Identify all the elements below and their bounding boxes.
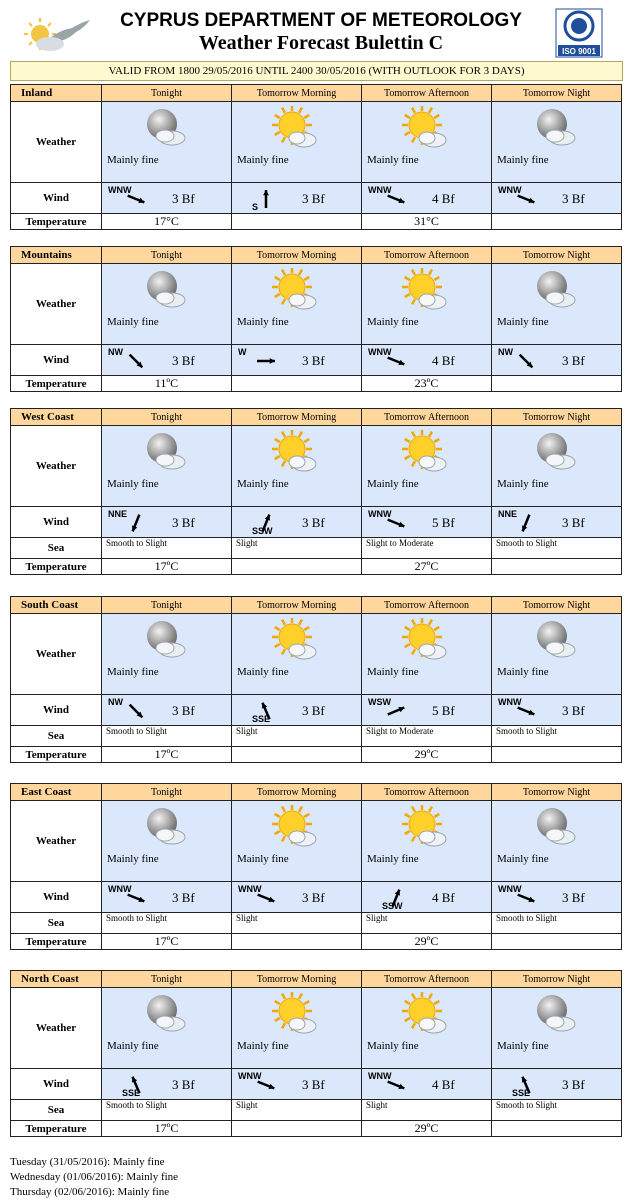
weather-cell <box>492 614 622 695</box>
temp-empty <box>492 1121 622 1137</box>
sea-state: Smooth to Slight <box>102 913 232 934</box>
wind-force: 3 Bf <box>302 353 325 368</box>
temp-empty <box>232 934 362 950</box>
temp-night: 17ºC <box>102 559 232 575</box>
wind-cell <box>492 183 622 214</box>
wind-direction: WNW <box>368 509 392 519</box>
wind-cell <box>492 1069 622 1100</box>
wind-direction: SSW <box>252 526 273 536</box>
period-header: Tomorrow Night <box>492 784 622 801</box>
wind-force: 3 Bf <box>172 515 195 530</box>
weather-text: Mainly fine <box>367 154 419 166</box>
temp-day: 23ºC <box>362 376 492 392</box>
temp-empty <box>232 214 362 230</box>
wind-direction: WSW <box>368 697 391 707</box>
iso-label: ISO 9001 <box>562 47 596 56</box>
wind-label: Wind <box>11 345 102 376</box>
period-header: Tonight <box>102 784 232 801</box>
region-name: North Coast <box>11 971 102 988</box>
sea-state: Smooth to Slight <box>492 538 622 559</box>
wind-force: 3 Bf <box>172 890 195 905</box>
region-name: West Coast <box>11 409 102 426</box>
temp-day: 29ºC <box>362 934 492 950</box>
bulletin-title: Weather Forecast Bulettin C <box>198 32 444 54</box>
weather-label: Weather <box>11 264 102 345</box>
wind-cell <box>102 695 232 726</box>
validity-banner: VALID FROM 1800 29/05/2016 UNTIL 2400 30/05/2016 (WITH OUTLOOK FOR 3 DAYS) <box>10 61 623 81</box>
wind-direction: W <box>238 347 247 357</box>
sea-state: Slight <box>232 538 362 559</box>
wind-label: Wind <box>11 1069 102 1100</box>
region-table <box>10 246 622 392</box>
wind-label: Wind <box>11 695 102 726</box>
wind-direction: SSE <box>512 1088 531 1098</box>
region-name: Inland <box>11 85 102 102</box>
temp-night: 17ºC <box>102 1121 232 1137</box>
period-header: Tomorrow Morning <box>232 85 362 102</box>
sea-state: Slight <box>362 913 492 934</box>
wind-direction: WNW <box>108 185 132 195</box>
weather-text: Mainly fine <box>107 154 159 166</box>
weather-cell <box>362 614 492 695</box>
temp-empty <box>232 747 362 763</box>
period-header: Tomorrow Night <box>492 409 622 426</box>
wind-direction: WNW <box>498 697 522 707</box>
wind-force: 3 Bf <box>562 703 585 718</box>
period-header: Tomorrow Afternoon <box>362 409 492 426</box>
weather-text: Mainly fine <box>497 1040 549 1052</box>
sea-state: Smooth to Slight <box>102 538 232 559</box>
weather-text: Mainly fine <box>107 1040 159 1052</box>
period-header: Tomorrow Morning <box>232 784 362 801</box>
wind-cell <box>362 695 492 726</box>
page-header <box>0 0 632 60</box>
weather-cell <box>492 102 622 183</box>
weather-cell <box>362 264 492 345</box>
period-header: Tomorrow Night <box>492 971 622 988</box>
cyprus-map-sun-logo-icon <box>20 8 92 56</box>
wind-direction: NW <box>108 347 123 357</box>
sea-label: Sea <box>11 1100 102 1121</box>
weather-text: Mainly fine <box>237 154 289 166</box>
wind-force: 3 Bf <box>562 1077 585 1092</box>
wind-direction: S <box>252 202 259 212</box>
wind-force: 3 Bf <box>172 353 195 368</box>
weather-text: Mainly fine <box>367 1040 419 1052</box>
temperature-label: Temperature <box>11 376 102 392</box>
wind-force: 3 Bf <box>172 1077 195 1092</box>
temperature-label: Temperature <box>11 747 102 763</box>
temp-empty <box>492 559 622 575</box>
sea-label: Sea <box>11 913 102 934</box>
temperature-label: Temperature <box>11 214 102 230</box>
wind-direction: WNW <box>498 884 522 894</box>
region-table <box>10 596 622 763</box>
wind-direction: SSW <box>382 901 403 911</box>
temp-empty <box>492 376 622 392</box>
temp-day: 29ºC <box>362 747 492 763</box>
wind-force: 3 Bf <box>562 191 585 206</box>
wind-cell <box>362 882 492 913</box>
weather-cell <box>232 801 362 882</box>
weather-text: Mainly fine <box>237 666 289 678</box>
period-header: Tonight <box>102 971 232 988</box>
wind-force: 5 Bf <box>432 515 455 530</box>
wind-cell <box>362 1069 492 1100</box>
weather-text: Mainly fine <box>367 478 419 490</box>
sea-state: Slight <box>232 913 362 934</box>
wind-cell <box>102 183 232 214</box>
wind-force: 3 Bf <box>302 1077 325 1092</box>
wind-cell <box>232 345 362 376</box>
period-header: Tomorrow Morning <box>232 247 362 264</box>
sea-state: Smooth to Slight <box>102 726 232 747</box>
weather-label: Weather <box>11 988 102 1069</box>
wind-direction: NW <box>108 697 123 707</box>
wind-cell <box>362 507 492 538</box>
wind-cell <box>492 695 622 726</box>
weather-text: Mainly fine <box>107 316 159 328</box>
wind-cell <box>232 695 362 726</box>
weather-label: Weather <box>11 801 102 882</box>
wind-direction: NNE <box>498 509 518 519</box>
weather-label: Weather <box>11 614 102 695</box>
wind-force: 3 Bf <box>562 353 585 368</box>
wind-force: 5 Bf <box>432 703 455 718</box>
wind-cell <box>102 1069 232 1100</box>
region-table <box>10 970 622 1137</box>
wind-force: 3 Bf <box>172 191 195 206</box>
weather-cell <box>492 426 622 507</box>
period-header: Tomorrow Afternoon <box>362 784 492 801</box>
weather-cell <box>102 801 232 882</box>
outlook-line: Tuesday (31/05/2016): Mainly fine <box>10 1156 165 1168</box>
weather-cell <box>492 264 622 345</box>
region-name: Mountains <box>11 247 102 264</box>
temp-night: 17ºC <box>102 747 232 763</box>
wind-cell <box>232 507 362 538</box>
weather-text: Mainly fine <box>367 666 419 678</box>
weather-cell <box>102 264 232 345</box>
wind-force: 4 Bf <box>432 353 455 368</box>
wind-cell <box>362 183 492 214</box>
weather-label: Weather <box>11 426 102 507</box>
region-table <box>10 783 622 950</box>
wind-direction: WNW <box>368 1071 392 1081</box>
wind-direction: WNW <box>368 347 392 357</box>
weather-cell <box>362 102 492 183</box>
period-header: Tomorrow Afternoon <box>362 597 492 614</box>
temperature-label: Temperature <box>11 934 102 950</box>
wind-direction: WNW <box>238 884 262 894</box>
sea-state: Slight to Moderate <box>362 538 492 559</box>
wind-direction: SSE <box>252 714 271 724</box>
wind-force: 3 Bf <box>562 890 585 905</box>
weather-cell <box>232 426 362 507</box>
region-table <box>10 84 622 230</box>
sea-state: Slight <box>362 1100 492 1121</box>
weather-text: Mainly fine <box>107 666 159 678</box>
weather-cell <box>492 988 622 1069</box>
weather-text: Mainly fine <box>237 853 289 865</box>
temp-day: 31°C <box>362 214 492 230</box>
temp-empty <box>232 559 362 575</box>
weather-text: Mainly fine <box>497 478 549 490</box>
weather-cell <box>102 614 232 695</box>
weather-cell <box>232 102 362 183</box>
weather-text: Mainly fine <box>367 316 419 328</box>
wind-direction: WNW <box>108 884 132 894</box>
region-table <box>10 408 622 575</box>
wind-direction: WNW <box>368 185 392 195</box>
wind-cell <box>102 345 232 376</box>
wind-cell <box>102 507 232 538</box>
outlook-line: Wednesday (01/06/2016): Mainly fine <box>10 1171 179 1183</box>
temp-empty <box>232 376 362 392</box>
weather-text: Mainly fine <box>497 853 549 865</box>
weather-text: Mainly fine <box>237 1040 289 1052</box>
period-header: Tonight <box>102 597 232 614</box>
sea-state: Slight to Moderate <box>362 726 492 747</box>
temp-empty <box>492 934 622 950</box>
weather-cell <box>232 264 362 345</box>
sea-state: Smooth to Slight <box>492 913 622 934</box>
temp-day: 27ºC <box>362 559 492 575</box>
wind-direction: WNW <box>238 1071 262 1081</box>
wind-cell <box>492 345 622 376</box>
period-header: Tomorrow Night <box>492 597 622 614</box>
wind-direction: NNE <box>108 509 128 519</box>
wind-force: 4 Bf <box>432 1077 455 1092</box>
period-header: Tomorrow Afternoon <box>362 85 492 102</box>
period-header: Tomorrow Night <box>492 85 622 102</box>
iso-9001-logo-icon <box>554 7 604 59</box>
weather-cell <box>362 988 492 1069</box>
temp-night: 11ºC <box>102 376 232 392</box>
sea-state: Smooth to Slight <box>492 726 622 747</box>
wind-cell <box>232 183 362 214</box>
period-header: Tomorrow Morning <box>232 971 362 988</box>
weather-cell <box>102 102 232 183</box>
weather-cell <box>362 426 492 507</box>
temperature-label: Temperature <box>11 559 102 575</box>
wind-label: Wind <box>11 183 102 214</box>
temp-night: 17°C <box>102 214 232 230</box>
weather-text: Mainly fine <box>497 666 549 678</box>
wind-cell <box>232 1069 362 1100</box>
wind-label: Wind <box>11 507 102 538</box>
wind-force: 4 Bf <box>432 890 455 905</box>
weather-cell <box>102 988 232 1069</box>
sea-state: Smooth to Slight <box>102 1100 232 1121</box>
period-header: Tomorrow Night <box>492 247 622 264</box>
temp-empty <box>492 747 622 763</box>
wind-cell <box>232 882 362 913</box>
outlook-line: Thursday (02/06/2016): Mainly fine <box>10 1186 170 1198</box>
temp-empty <box>492 214 622 230</box>
wind-cell <box>362 345 492 376</box>
weather-cell <box>492 801 622 882</box>
period-header: Tomorrow Afternoon <box>362 971 492 988</box>
period-header: Tonight <box>102 409 232 426</box>
period-header: Tonight <box>102 85 232 102</box>
sea-label: Sea <box>11 538 102 559</box>
sea-state: Slight <box>232 1100 362 1121</box>
weather-cell <box>102 426 232 507</box>
weather-text: Mainly fine <box>237 316 289 328</box>
weather-text: Mainly fine <box>107 853 159 865</box>
weather-text: Mainly fine <box>367 853 419 865</box>
period-header: Tomorrow Afternoon <box>362 247 492 264</box>
temp-day: 29ºC <box>362 1121 492 1137</box>
wind-force: 3 Bf <box>302 191 325 206</box>
temp-empty <box>232 1121 362 1137</box>
wind-force: 3 Bf <box>172 703 195 718</box>
wind-cell <box>492 507 622 538</box>
weather-cell <box>362 801 492 882</box>
weather-cell <box>232 988 362 1069</box>
weather-label: Weather <box>11 102 102 183</box>
temperature-label: Temperature <box>11 1121 102 1137</box>
weather-text: Mainly fine <box>497 316 549 328</box>
wind-force: 3 Bf <box>562 515 585 530</box>
region-name: East Coast <box>11 784 102 801</box>
wind-cell <box>102 882 232 913</box>
wind-force: 4 Bf <box>432 191 455 206</box>
wind-label: Wind <box>11 882 102 913</box>
weather-text: Mainly fine <box>237 478 289 490</box>
weather-text: Mainly fine <box>497 154 549 166</box>
wind-direction: WNW <box>498 185 522 195</box>
weather-cell <box>232 614 362 695</box>
period-header: Tomorrow Morning <box>232 597 362 614</box>
sea-label: Sea <box>11 726 102 747</box>
wind-force: 3 Bf <box>302 890 325 905</box>
sea-state: Slight <box>232 726 362 747</box>
temp-night: 17ºC <box>102 934 232 950</box>
sea-state: Smooth to Slight <box>492 1100 622 1121</box>
wind-direction: NW <box>498 347 513 357</box>
department-title: CYPRUS DEPARTMENT OF METEOROLOGY <box>120 10 522 31</box>
period-header: Tomorrow Morning <box>232 409 362 426</box>
wind-cell <box>492 882 622 913</box>
wind-direction: SSE <box>122 1088 141 1098</box>
period-header: Tonight <box>102 247 232 264</box>
region-name: South Coast <box>11 597 102 614</box>
wind-force: 3 Bf <box>302 703 325 718</box>
weather-text: Mainly fine <box>107 478 159 490</box>
wind-force: 3 Bf <box>302 515 325 530</box>
